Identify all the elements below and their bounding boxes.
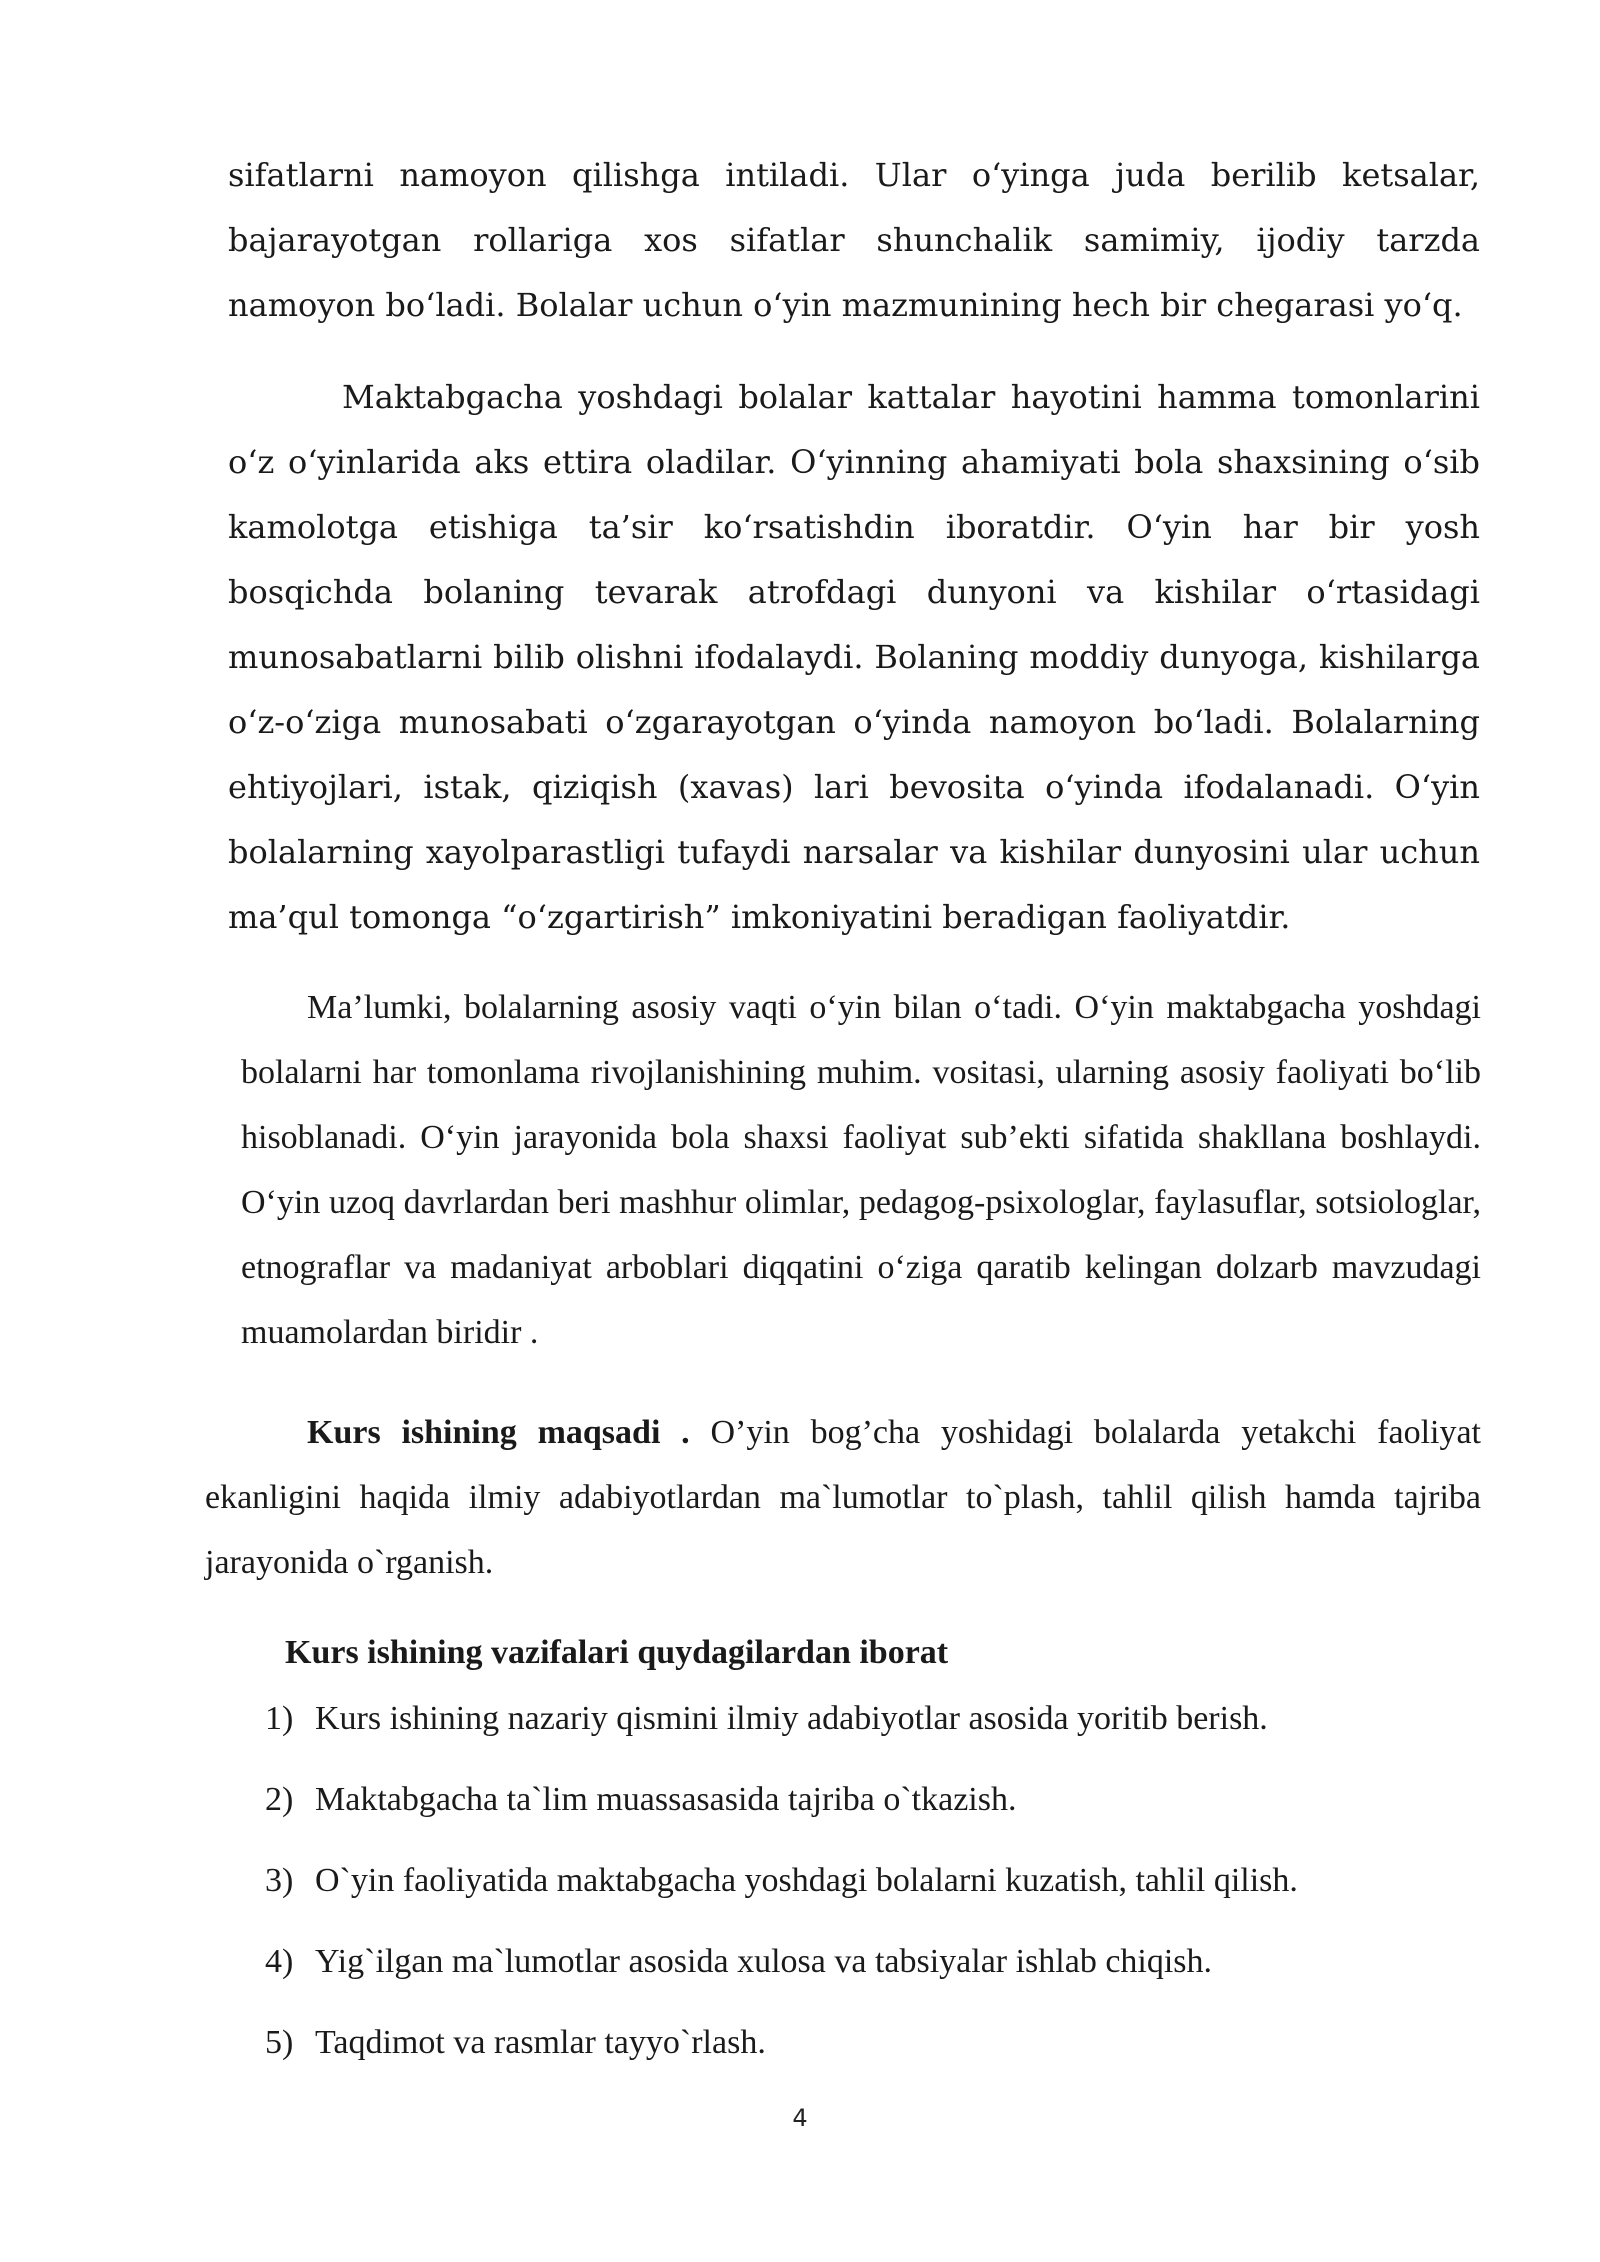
page-number: 4 — [792, 2104, 808, 2132]
list-item-text: Maktabgacha ta`lim muassasasida tajriba o`tkazish. — [315, 1781, 1017, 1818]
goal-text: O’yin bog’cha yoshidagi bolalarda yetakchi faoliyat ekanligini haqida ilmiy adabiyotlardan ma`lumotlar to`plash, tahlil qilish hamda tajriba jarayonida o`rganish. — [205, 1414, 1481, 1581]
paragraph-2: Maktabgacha yoshdagi bolalar kattalar hayotini hamma tomonlarini o‘z o‘yinlarida aks ettira oladilar. O‘yinning ahamiyati bola shaxsining o‘sib kamolotga etishiga ta’sir ko‘rsatishdin iboratdir. O‘yin har bir yosh bosqichda bolaning tevarak atrofdagi dunyoni va kishilar o‘rtasidagi munosabatlarni bilib olishni ifodalaydi. Bolaning moddiy dunyoga, kishilarga o‘z-o‘ziga munosabati o‘zgarayotgan o‘yinda namoyon bo‘ladi. Bolalarning ehtiyojlari, istak, qiziqish (xavas) lari bevosita o‘yinda ifodalanadi. O‘yin bolalarning xayolparastligi tufaydi narsalar va kishilar dunyosini ular uchun ma’qul tomonga “o‘zgartirish” imkoniyatini beradigan faoliyatdir. — [228, 378, 1480, 936]
paragraph-goal — [205, 1400, 1481, 1595]
list-item-number: 3) — [265, 1862, 294, 1899]
list-item-text: Kurs ishining nazariy qismini ilmiy adabiyotlar asosida yoritib berish. — [315, 1700, 1268, 1737]
goal-label: Kurs ishining maqsadi . — [307, 1414, 690, 1451]
list-item — [265, 1941, 1465, 1983]
tasks-list — [265, 1698, 1465, 2103]
list-item — [265, 1698, 1465, 1740]
tasks-heading: Kurs ishining vazifalari quydagilardan iborat — [285, 1634, 949, 1671]
list-item-number: 1) — [265, 1700, 294, 1737]
list-item-number: 2) — [265, 1781, 294, 1818]
list-item — [265, 2022, 1465, 2064]
paragraph-3: Ma’lumki, bolalarning asosiy vaqti o‘yin bilan o‘tadi. O‘yin maktabgacha yoshdagi bolalarni har tomonlama rivojlanishining muhim. vositasi, ularning asosiy faoliyati bo‘lib hisoblanadi. O‘yin jarayonida bola shaxsi faoliyat sub’ekti sifatida shakllana boshlaydi. O‘yin uzoq davrlardan beri mashhur olimlar, pedagog-psixologlar, faylasuflar, sotsiologlar, etnograflar va madaniyat arboblari diqqatini o‘ziga qaratib kelingan dolzarb mavzudagi muamolardan biridir . — [241, 989, 1481, 1351]
list-item-text: O`yin faoliyatida maktabgacha yoshdagi bolalarni kuzatish, tahlil qilish. — [315, 1862, 1298, 1899]
list-item — [265, 1779, 1465, 1821]
list-item — [265, 1860, 1465, 1902]
list-item-text: Taqdimot va rasmlar tayyo`rlash. — [315, 2024, 766, 2061]
list-item-number: 5) — [265, 2024, 294, 2061]
list-item-text: Yig`ilgan ma`lumotlar asosida xulosa va tabsiyalar ishlab chiqish. — [315, 1943, 1213, 1980]
paragraph-1: sifatlarni namoyon qilishga intiladi. Ular o‘yinga juda berilib ketsalar, bajarayotgan rollariga xos sifatlar shunchalik samimiy, ijodiy tarzda namoyon bo‘ladi. Bolalar uchun o‘yin mazmunining hech bir chegarasi yo‘q. — [228, 156, 1480, 324]
list-item-number: 4) — [265, 1943, 294, 1980]
